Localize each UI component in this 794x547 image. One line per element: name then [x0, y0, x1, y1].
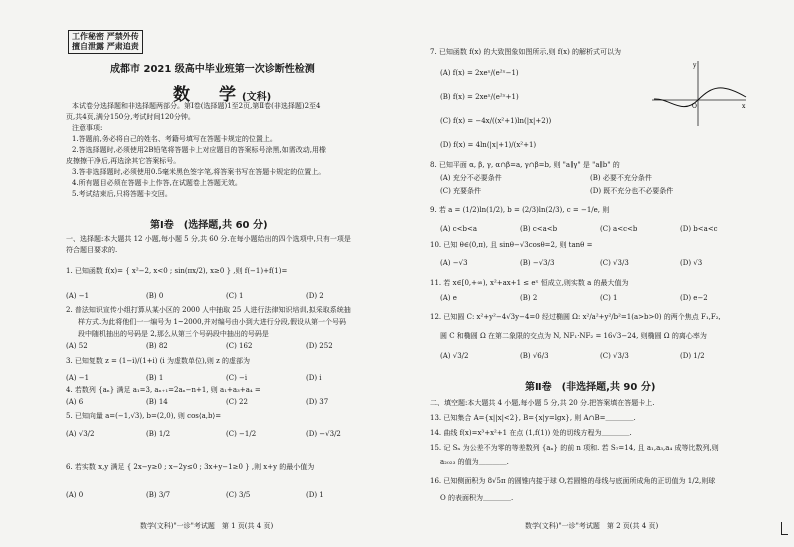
option: (B) 1 — [146, 374, 164, 382]
option: (D) b<a<c — [680, 225, 718, 233]
option: (B) −√3/3 — [520, 259, 555, 267]
subject-name: 数 学 — [173, 85, 242, 105]
question-11-options — [440, 294, 760, 302]
instruction-line: 1.答题前,务必将自己的姓名、考籍号填写在答题卡规定的位置上。 — [72, 135, 277, 143]
option: (A) −1 — [66, 292, 90, 300]
question-13: 13. 已知集合 A={x||x|<2}, B={x|y=lgx}, 则 A∩B=＿＿＿＿. — [430, 414, 636, 422]
confidential-stamp — [68, 30, 143, 54]
question-2-stem: 2. 普法知识宣传小组打算从某小区的 2000 人中抽取 25 人进行法律知识培训,拟采取系统抽 — [66, 306, 351, 314]
option: (D) √3 — [680, 259, 703, 267]
question-11-stem: 11. 若 x∈[0,+∞), x²+ax+1 ≤ eˣ 恒成立,则实数 a 的最大值为 — [430, 279, 629, 287]
option: (C) 1 — [600, 294, 618, 302]
secret-line-1: 工作秘密 严禁外传 — [72, 32, 139, 41]
option: (B) 82 — [146, 342, 168, 350]
function-curve — [654, 88, 746, 107]
option: (A) −1 — [66, 374, 90, 382]
option: (D) 2 — [306, 292, 324, 300]
option: (C) −i — [226, 374, 248, 382]
option: (A) 充分不必要条件 — [440, 174, 502, 182]
question-5-options — [66, 430, 386, 438]
question-15: 15. 记 Sₙ 为公差不为零的等差数列 {aₙ} 的前 n 项和. 若 S₇=14, 且 a₁,a₃,a₄ 成等比数列,则 — [430, 444, 719, 452]
question-12-stem: 12. 已知圆 C: x²+y²−4√3y−4=0 经过椭圆 Ω: x²/a²+y²/b²=1(a>b>0) 的两个焦点 F₁,F₂, — [430, 313, 721, 321]
option: (C) √3/3 — [600, 352, 629, 360]
option: (D) 既不充分也不必要条件 — [590, 187, 674, 195]
option: (C) −1/2 — [226, 430, 257, 438]
option: (D) 252 — [306, 342, 333, 350]
instruction-line: 注意事项: — [72, 124, 103, 132]
option: (B) 必要不充分条件 — [590, 174, 652, 182]
secret-line-2: 擅自泄露 严肃追责 — [72, 42, 139, 51]
option: (B) c<a<b — [520, 225, 558, 233]
question-12-stem: 圆 C 和椭圆 Ω 在第二象限的交点为 N, NF₁·NF₂ = 16√3−24, 则椭圆 Ω 的离心率为 — [440, 332, 707, 340]
instruction-line: 2.答选择题时,必须使用2B铅笔将答题卡上对应题目的答案标号涂黑,如需改动,用橡 — [72, 146, 326, 154]
instruction-line: 5.考试结束后,只将答题卡交回。 — [72, 190, 172, 198]
question-7-option-c: (C) f(x) = −4x/((x²+1)ln(|x|+2)) — [440, 117, 552, 125]
corner-mark — [781, 522, 788, 535]
option: (C) 162 — [226, 342, 253, 350]
option: (C) 22 — [226, 398, 248, 406]
option: (A) −√3 — [440, 259, 468, 267]
question-1-stem: 1. 已知函数 f(x)= { x²−2, x<0 ; sin(πx/2), x≥0 } ,则 f(−1)+f(1)= — [66, 267, 288, 275]
question-4-stem: 4. 若数列 {aₙ} 满足 a₁=3, aₙ₊₁=2aₙ−n+1, 则 a₁+a₃+a₄ = — [66, 386, 261, 394]
option: (A) c<b<a — [440, 225, 478, 233]
option: (A) e — [440, 294, 457, 302]
question-3-options — [66, 374, 386, 382]
option: (B) 14 — [146, 398, 168, 406]
x-label: x — [742, 103, 746, 110]
subject-suffix: (文科) — [242, 92, 272, 103]
instruction-line: 3.答非选择题时,必须使用0.5毫米黑色签字笔,将答案书写在答题卡规定的位置上。 — [72, 168, 326, 176]
question-7-option-b: (B) f(x) = 2xeˣ/(e²ˣ+1) — [440, 93, 519, 101]
question-7-option-a: (A) f(x) = 2xeˣ/(e²ˣ−1) — [440, 69, 519, 77]
option: (A) √3/2 — [440, 352, 469, 360]
option: (D) 1/2 — [680, 352, 705, 360]
option: (A) √3/2 — [66, 430, 95, 438]
option: (D) −√3/2 — [306, 430, 341, 438]
option: (A) 6 — [66, 398, 84, 406]
option: (D) e−2 — [680, 294, 708, 302]
instruction-line: 页,共4页,满分150分,考试时间120分钟。 — [66, 113, 195, 121]
instruction-line: 本试卷分选择题和非选择题两部分。第Ⅰ卷(选择题)1至2页,第Ⅱ卷(非选择题)2至4 — [72, 102, 321, 110]
question-5-stem: 5. 已知向量 a=(−1,√3), b=(2,0), 则 cos⟨a,b⟩= — [66, 412, 222, 420]
question-10-stem: 10. 已知 θ∈(0,π), 且 sinθ−√3cosθ=2, 则 tanθ = — [430, 241, 593, 249]
question-7-option-d: (D) f(x) = 4ln(|x|+1)/(x²+1) — [440, 141, 537, 149]
option: (D) i — [306, 374, 322, 382]
y-label: y — [693, 62, 697, 69]
question-8-options — [440, 186, 740, 196]
question-10-options — [440, 259, 760, 267]
option: (A) 52 — [66, 342, 88, 350]
option: (B) 2 — [520, 294, 538, 302]
part1-intro: 符合题目要求的. — [66, 246, 118, 254]
origin-label: O — [692, 103, 697, 110]
question-15-cont: a₂₀₂₃ 的值为＿＿＿＿. — [440, 458, 509, 466]
option: (C) 1 — [226, 292, 244, 300]
question-2-options — [66, 342, 386, 350]
question-4-options — [66, 398, 386, 406]
question-14: 14. 曲线 f(x)=x³+x²+1 在点 (1,f(1)) 处的切线方程为＿＿＿＿. — [430, 429, 632, 437]
question-1-options — [66, 292, 386, 300]
option: (D) 1 — [306, 491, 324, 499]
page-footer-left: 数学(文科)"一诊"考试题 第 1 页(共 4 页) — [140, 522, 274, 530]
question-12-options — [440, 352, 760, 360]
page-footer-right: 数学(文科)"一诊"考试题 第 2 页(共 4 页) — [525, 522, 659, 530]
question-16-cont: O 的表面积为＿＿＿＿. — [440, 494, 514, 502]
part1-intro: 一、选择题:本大题共 12 小题,每小题 5 分,共 60 分.在每小题给出的四个选项中,只有一项是 — [66, 235, 351, 243]
option: (B) 1/2 — [146, 430, 171, 438]
question-7-stem: 7. 已知函数 f(x) 的大致图象如图所示,则 f(x) 的解析式可以为 — [430, 48, 622, 56]
instruction-line: 皮擦擦干净后,再选涂其它答案标号。 — [66, 157, 181, 165]
part2-title: 第Ⅱ卷 (非选择题,共 90 分) — [525, 382, 656, 393]
exam-title: 成都市 2021 级高中毕业班第一次诊断性检测 — [110, 64, 315, 75]
question-2-stem: 样方式.为此将他们一一编号为 1~2000,并对编号由小到大进行分段,假设从第一个号码 — [78, 318, 347, 326]
question-16: 16. 已知侧面积为 8√5π 的圆锥内接于球 O,若圆锥的母线与底面所成角的正切值为 1/2,则球 — [430, 477, 716, 485]
question-9-options — [440, 225, 760, 233]
part2-intro: 二、填空题:本大题共 4 小题,每小题 5 分,共 20 分.把答案填在答题卡上. — [430, 399, 655, 407]
question-6-options — [66, 491, 386, 499]
instruction-line: 4.所有题目必须在答题卡上作答,在试题卷上答题无效。 — [72, 179, 242, 187]
option: (B) 3/7 — [146, 491, 171, 499]
question-9-stem: 9. 若 a = (1/2)ln(1/2), b = (2/3)ln(2/3), c = −1/e, 则 — [430, 206, 610, 214]
option: (A) 0 — [66, 491, 84, 499]
part1-title: 第Ⅰ卷 (选择题,共 60 分) — [150, 220, 268, 231]
option: (C) 3/5 — [226, 491, 251, 499]
function-graph — [650, 58, 750, 128]
question-8-stem: 8. 已知平面 α, β, γ, α∩β=a, γ∩β=b, 则 "a∥γ" 是 "a∥b" 的 — [430, 161, 620, 169]
question-8-options — [440, 173, 740, 183]
option: (C) √3/3 — [600, 259, 629, 267]
option: (C) 充要条件 — [440, 187, 482, 195]
option: (B) 0 — [146, 292, 164, 300]
question-6-stem: 6. 若实数 x,y 满足 { 2x−y≥0 ; x−2y≤0 ; 3x+y−1≥0 } ,则 x+y 的最小值为 — [66, 463, 315, 471]
question-2-stem: 段中随机抽出的号码是 2,那么从第三个号码段中抽出的号码是 — [78, 330, 269, 338]
option: (D) 37 — [306, 398, 329, 406]
option: (C) a<c<b — [600, 225, 638, 233]
option: (B) √6/3 — [520, 352, 549, 360]
question-3-stem: 3. 已知复数 z = (1−i)/(1+i) (i 为虚数单位),则 z 的虚部为 — [66, 357, 251, 365]
